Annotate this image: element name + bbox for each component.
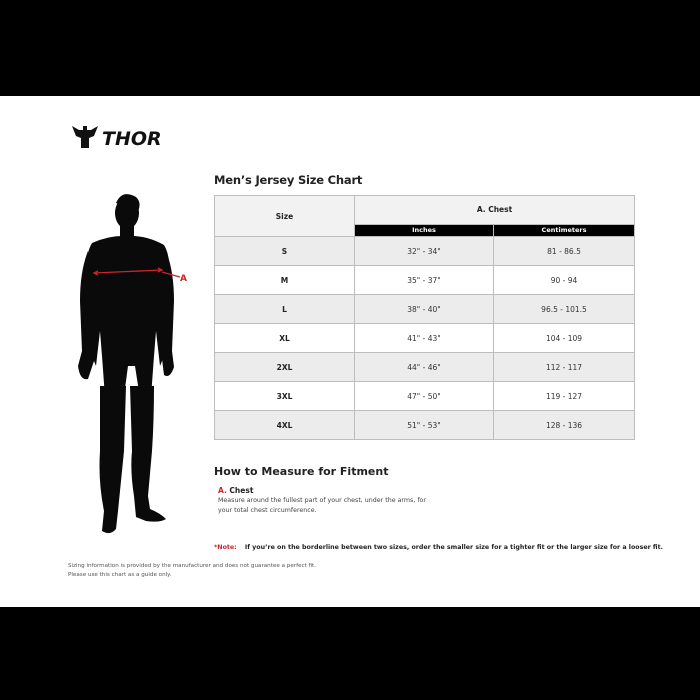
cm-cell: 112 - 117	[494, 353, 635, 382]
note-label: *Note:	[214, 544, 237, 551]
table-row	[215, 353, 635, 382]
chest-letter: A.	[218, 486, 227, 495]
inches-cell: 44" - 46"	[355, 353, 494, 382]
cm-cell: 81 - 86.5	[494, 237, 635, 266]
inches-cell: 47" - 50"	[355, 382, 494, 411]
inches-cell: 35" - 37"	[355, 266, 494, 295]
cm-cell: 128 - 136	[494, 411, 635, 440]
disclaimer-line-1: Sizing information is provided by the manufacturer and does not guarantee a perfect fit.	[68, 563, 317, 569]
size-cell: 4XL	[215, 411, 355, 440]
inches-cell: 38" - 40"	[355, 295, 494, 324]
fit-note	[214, 544, 663, 551]
size-chart-page	[0, 96, 700, 607]
size-table	[214, 195, 635, 440]
note-text: If you’re on the borderline between two sizes, order the smaller size for a tighter fit or the larger size for a looser fit.	[244, 544, 663, 551]
chart-title: Men’s Jersey Size Chart	[214, 173, 363, 187]
table-row	[215, 237, 635, 266]
header-chest: A. Chest	[355, 196, 635, 225]
thor-logo	[72, 126, 172, 148]
header-centimeters: Centimeters	[494, 224, 635, 236]
chest-description: Measure around the fullest part of your chest, under the arms, for your total chest circumference.	[218, 497, 426, 514]
size-cell: L	[215, 295, 355, 324]
table-row	[215, 382, 635, 411]
table-row	[215, 295, 635, 324]
inches-cell: 32" - 34"	[355, 237, 494, 266]
size-cell: 2XL	[215, 353, 355, 382]
header-inches: Inches	[355, 224, 494, 236]
table-row	[215, 266, 635, 295]
cm-cell: 90 - 94	[494, 266, 635, 295]
male-silhouette-icon	[70, 191, 200, 541]
table-row	[215, 411, 635, 440]
cm-cell: 119 - 127	[494, 382, 635, 411]
header-size: Size	[215, 196, 355, 237]
table-row	[215, 324, 635, 353]
howto-title: How to Measure for Fitment	[214, 465, 389, 478]
size-cell: 3XL	[215, 382, 355, 411]
chest-name: Chest	[229, 486, 254, 495]
inches-cell: 41" - 43"	[355, 324, 494, 353]
thor-shield-icon	[72, 126, 172, 148]
measure-marker-a: A	[180, 274, 187, 284]
inches-cell: 51" - 53"	[355, 411, 494, 440]
svg-text:THOR: THOR	[102, 128, 162, 148]
size-cell: M	[215, 266, 355, 295]
disclaimer	[68, 562, 328, 580]
size-cell: XL	[215, 324, 355, 353]
size-cell: S	[215, 237, 355, 266]
cm-cell: 104 - 109	[494, 324, 635, 353]
cm-cell: 96.5 - 101.5	[494, 295, 635, 324]
body-silhouette	[70, 191, 200, 541]
disclaimer-line-2: Please use this chart as a guide only.	[68, 572, 172, 578]
chest-label	[218, 486, 253, 495]
